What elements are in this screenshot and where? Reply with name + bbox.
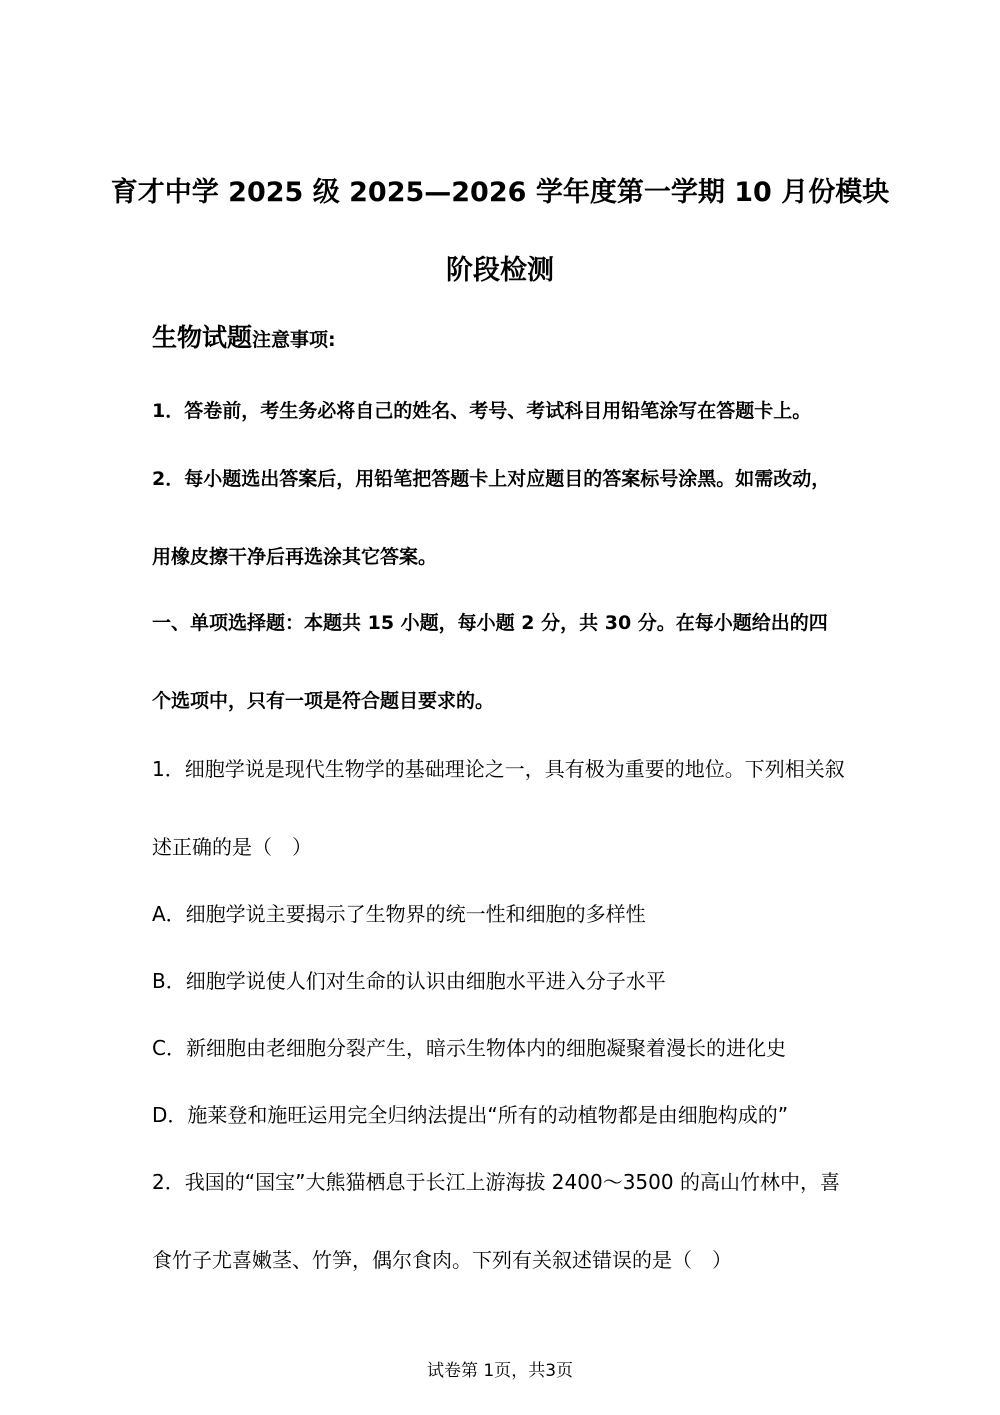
question-1-option-b: B．细胞学说使人们对生命的认识由细胞水平进入分子水平 [152,969,666,993]
notice-label: 注意事项: [252,329,336,351]
notice-item-2-cont: 用橡皮擦干净后再选涂其它答案。 [152,546,438,568]
exam-title-line1: 育才中学 2025 级 2025—2026 学年度第一学期 10 月份模块 [110,177,890,208]
section-heading-line1: 一、单项选择题：本题共 15 小题，每小题 2 分，共 30 分。在每小题给出的四 [152,612,828,634]
section-heading-line2: 个选项中，只有一项是符合题目要求的。 [152,690,495,712]
subject-name: 生物试题 [152,323,253,352]
question-1-option-a: A．细胞学说主要揭示了生物界的统一性和细胞的多样性 [152,902,646,926]
exam-title-line2: 阶段检测 [446,255,554,286]
question-1-option-d: D．施莱登和施旺运用完全归纳法提出“所有的动植物都是由细胞构成的” [152,1103,789,1127]
question-2-stem-line2: 食竹子尤喜嫩茎、竹笋，偶尔食肉。下列有关叙述错误的是（ ） [152,1248,732,1272]
subject-heading [152,318,336,354]
question-2-stem-line1: 2．我国的“国宝”大熊猫栖息于长江上游海拔 2400～3500 的高山竹林中，喜 [152,1170,840,1194]
question-1-option-c: C．新细胞由老细胞分裂产生，暗示生物体内的细胞凝聚着漫长的进化史 [152,1036,786,1060]
question-1-stem-line1: 1．细胞学说是现代生物学的基础理论之一，具有极为重要的地位。下列相关叙 [152,757,845,781]
question-1-stem-line2: 述正确的是（ ） [152,835,312,859]
notice-item-2: 2．每小题选出答案后，用铅笔把答题卡上对应题目的答案标号涂黑。如需改动， [152,468,831,490]
page-footer: 试卷第 1页，共3页 [426,1361,574,1381]
notice-item-1: 1．答卷前，考生务必将自己的姓名、考号、考试科目用铅笔涂写在答题卡上。 [152,400,812,422]
